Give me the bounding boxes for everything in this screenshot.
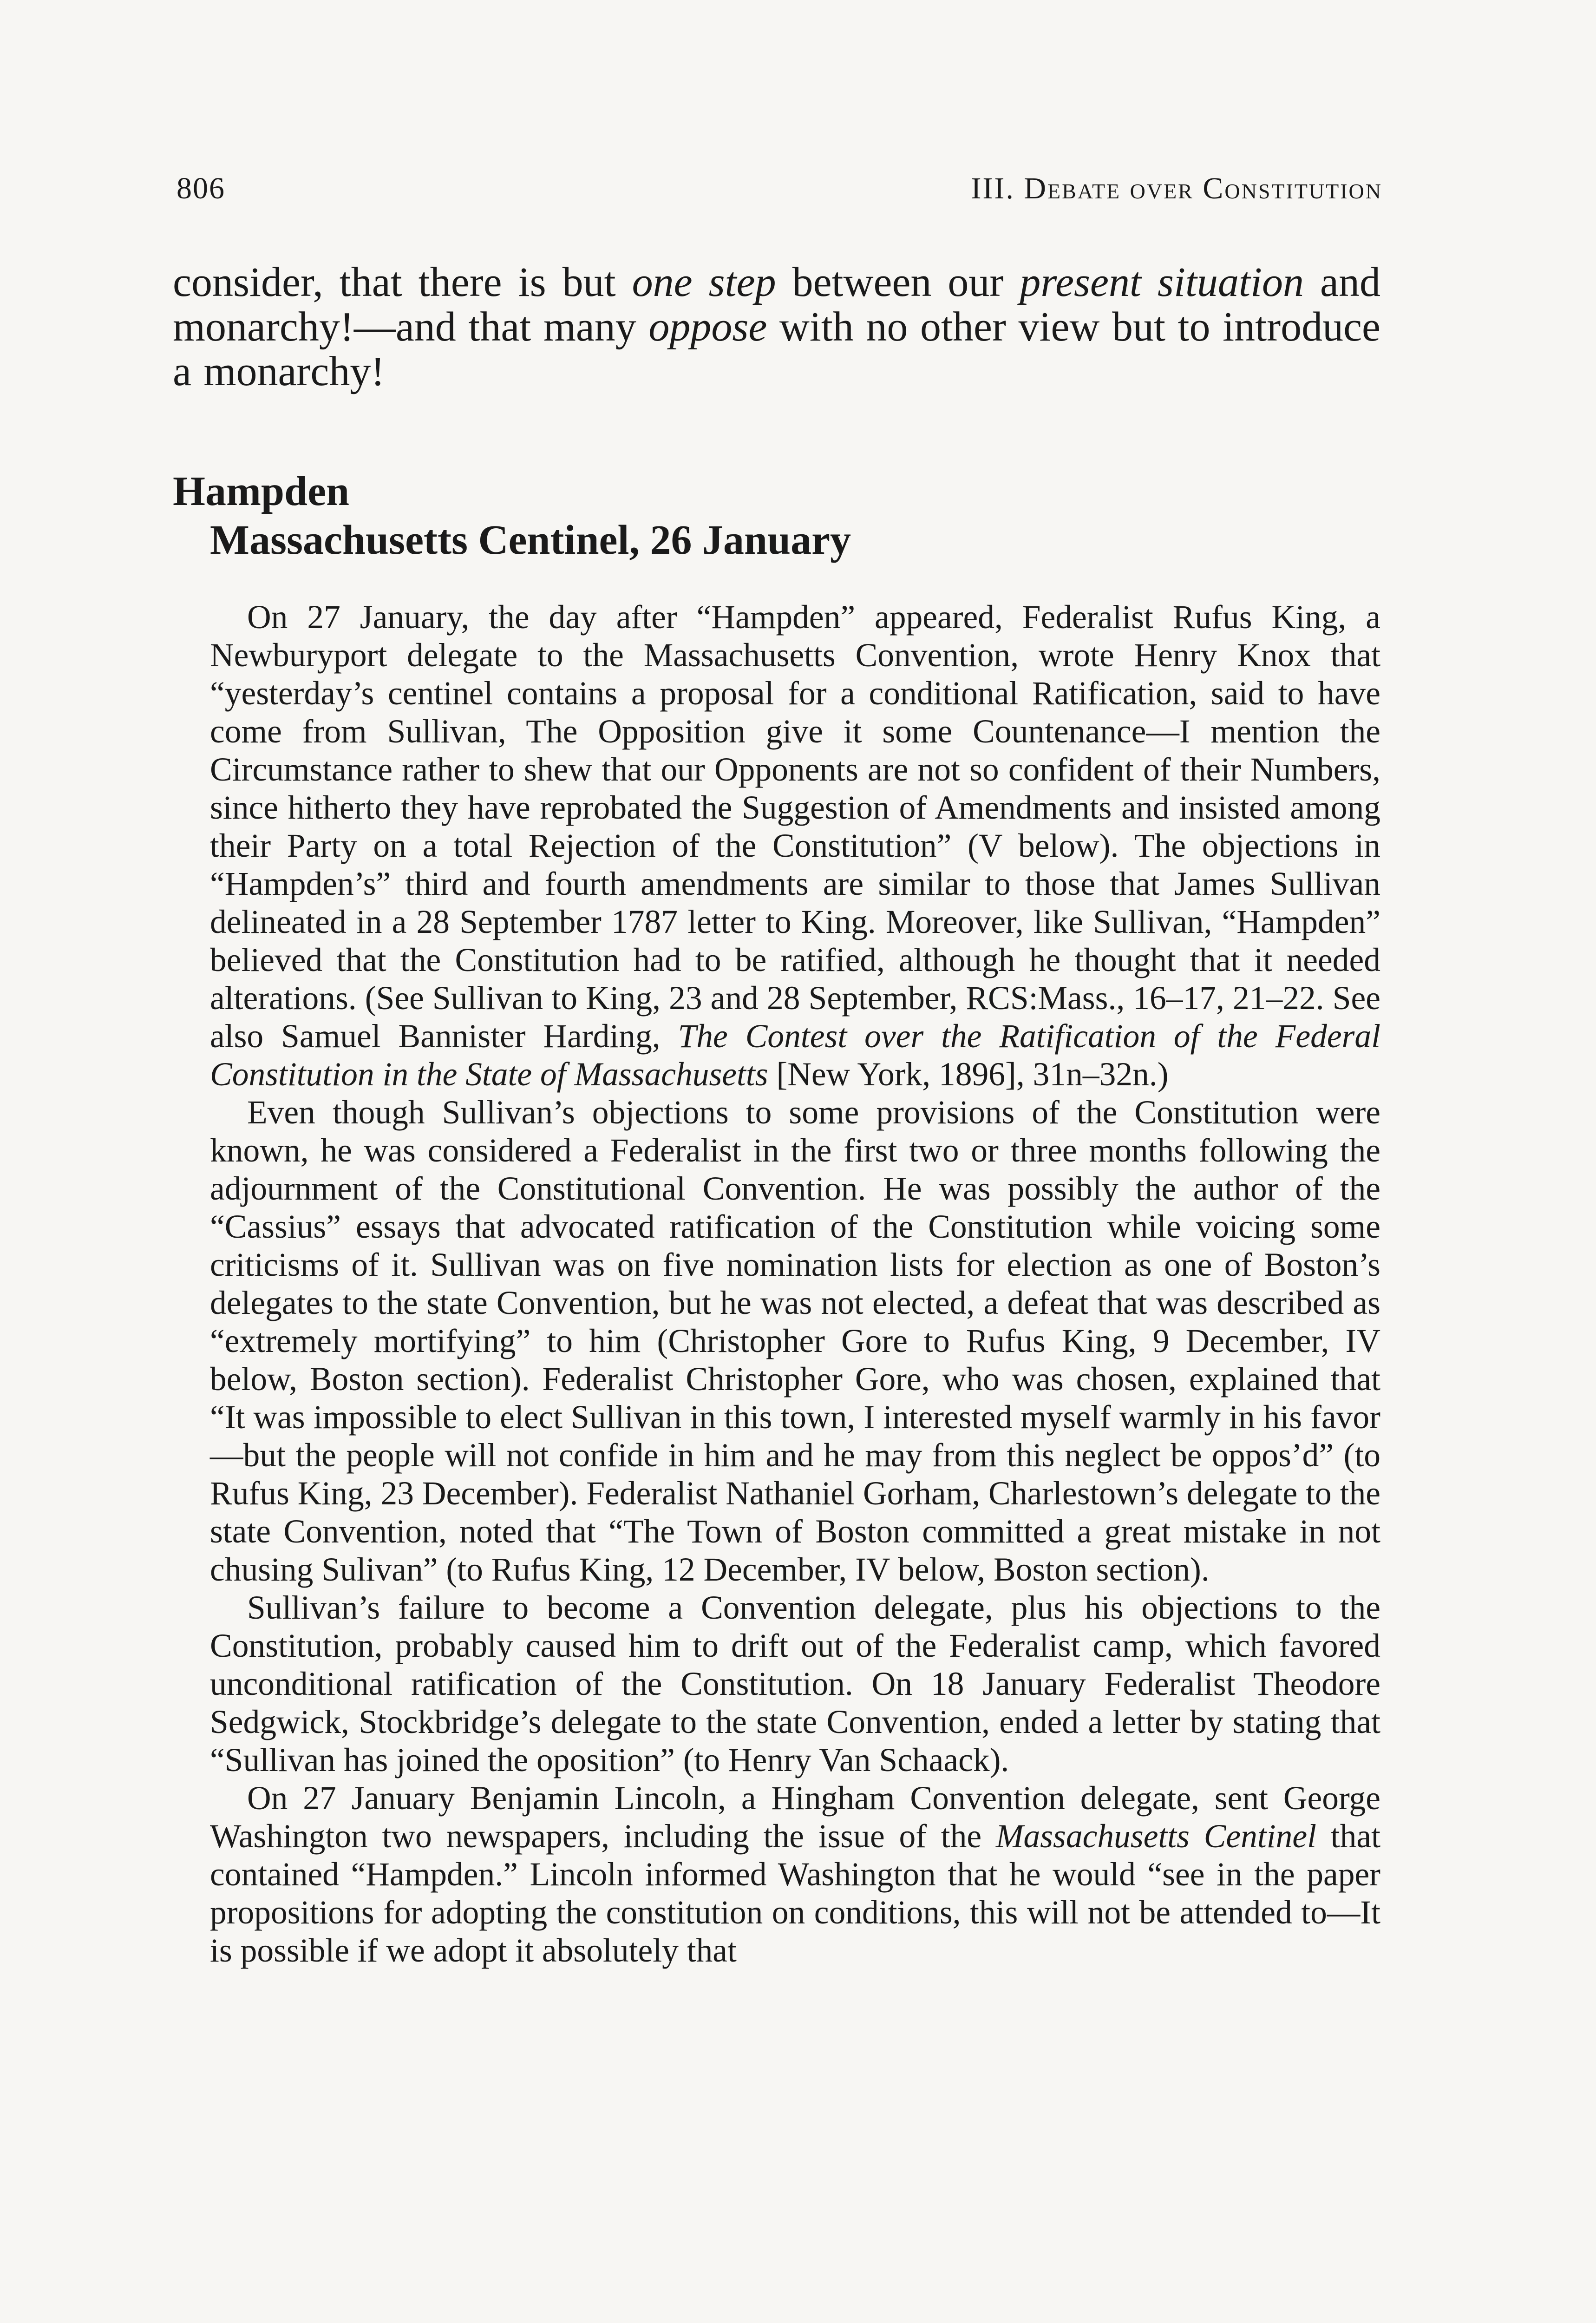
headnote xyxy=(173,598,1380,1970)
continuation-text xyxy=(173,260,1380,394)
headnote-paragraph: Even though Sullivan’s objections to some provisions of the Constitution were known, he was considered a Federalist in the first two or three months following the adjournment of the Constitutional Convention. He was possibly the author of the “Cassius” essays that advocated ratification of the Constitution while voicing some criticisms of it. Sullivan was on five nomination lists for election as one of Boston’s delegates to the state Convention, but he was not elected, a defeat that was described as “extremely mortifying” to him (Christopher Gore to Rufus King, 9 December, IV below, Boston section). Federalist Christopher Gore, who was chosen, explained that “It was impossible to elect Sullivan in this town, I interested myself warmly in his favor—but the people will not confide in him and he may from this neglect be oppos’d” (to Rufus King, 23 December). Federalist Nathaniel Gorham, Charlestown’s delegate to the state Convention, noted that “The Town of Boston committed a great mistake in not chusing Sulivan” (to Rufus King, 12 December, IV below, Boston section). xyxy=(210,1094,1380,1588)
document-title: Hampden xyxy=(173,468,350,514)
section-title: III. Debate over Constitution xyxy=(971,171,1382,205)
headnote-paragraph: On 27 January, the day after “Hampden” appeared, Federalist Rufus King, a Newburyport delegate to the Massachusetts Convention, wrote Henry Knox that “yesterday’s centinel contains a proposal for a conditional Ratification, said to have come from Sullivan, The Opposition give it some Countenance—I mention the Circumstance rather to shew that our Opponents are not so confident of their Numbers, since hitherto they have reprobated the Suggestion of Amendments and insisted among their Party on a total Rejection of the Constitution” (V below). The objections in “Hampden’s” third and fourth amendments are similar to those that James Sullivan delineated in a 28 September 1787 letter to King. Moreover, like Sullivan, “Hampden” believed that the Constitution had to be ratified, although he thought that it needed alterations. (See Sullivan to King, 23 and 28 September, RCS:Mass., 16–17, 21–22. See also Samuel Bannister Harding, The Contest over the Ratification of the Federal Constitution in the State of Massachusetts [New York, 1896], 31n–32n.) xyxy=(210,599,1381,1093)
headnote-paragraph: On 27 January Benjamin Lincoln, a Hingham Convention delegate, sent George Washington two newspapers, including the issue of the Massachusetts Centinel that contained “Hampden.” Lincoln informed Washington that he would “see in the paper propositions for adopting the constitution on conditions, this will not be attended to—It is possible if we adopt it absolutely that xyxy=(210,1780,1380,1969)
page-content xyxy=(173,260,1380,1970)
headnote-paragraph: Sullivan’s failure to become a Convention delegate, plus his objections to the Constitution, probably caused him to drift out of the Federalist camp, which favored unconditional ratification of the Constitution. On 18 January Federalist Theodore Sedgwick, Stockbridge’s delegate to the state Convention, ended a letter by stating that “Sullivan has joined the oposition” (to Henry Van Schaack). xyxy=(210,1589,1380,1778)
running-head xyxy=(177,171,1382,206)
document-subtitle: Massachusetts Centinel, 26 January xyxy=(210,517,851,563)
continuation-paragraph: consider, that there is but one step between our present situation and monarchy!—and that many oppose with no other view but to introduce a monarchy! xyxy=(173,259,1380,394)
page-number: 806 xyxy=(177,171,225,205)
